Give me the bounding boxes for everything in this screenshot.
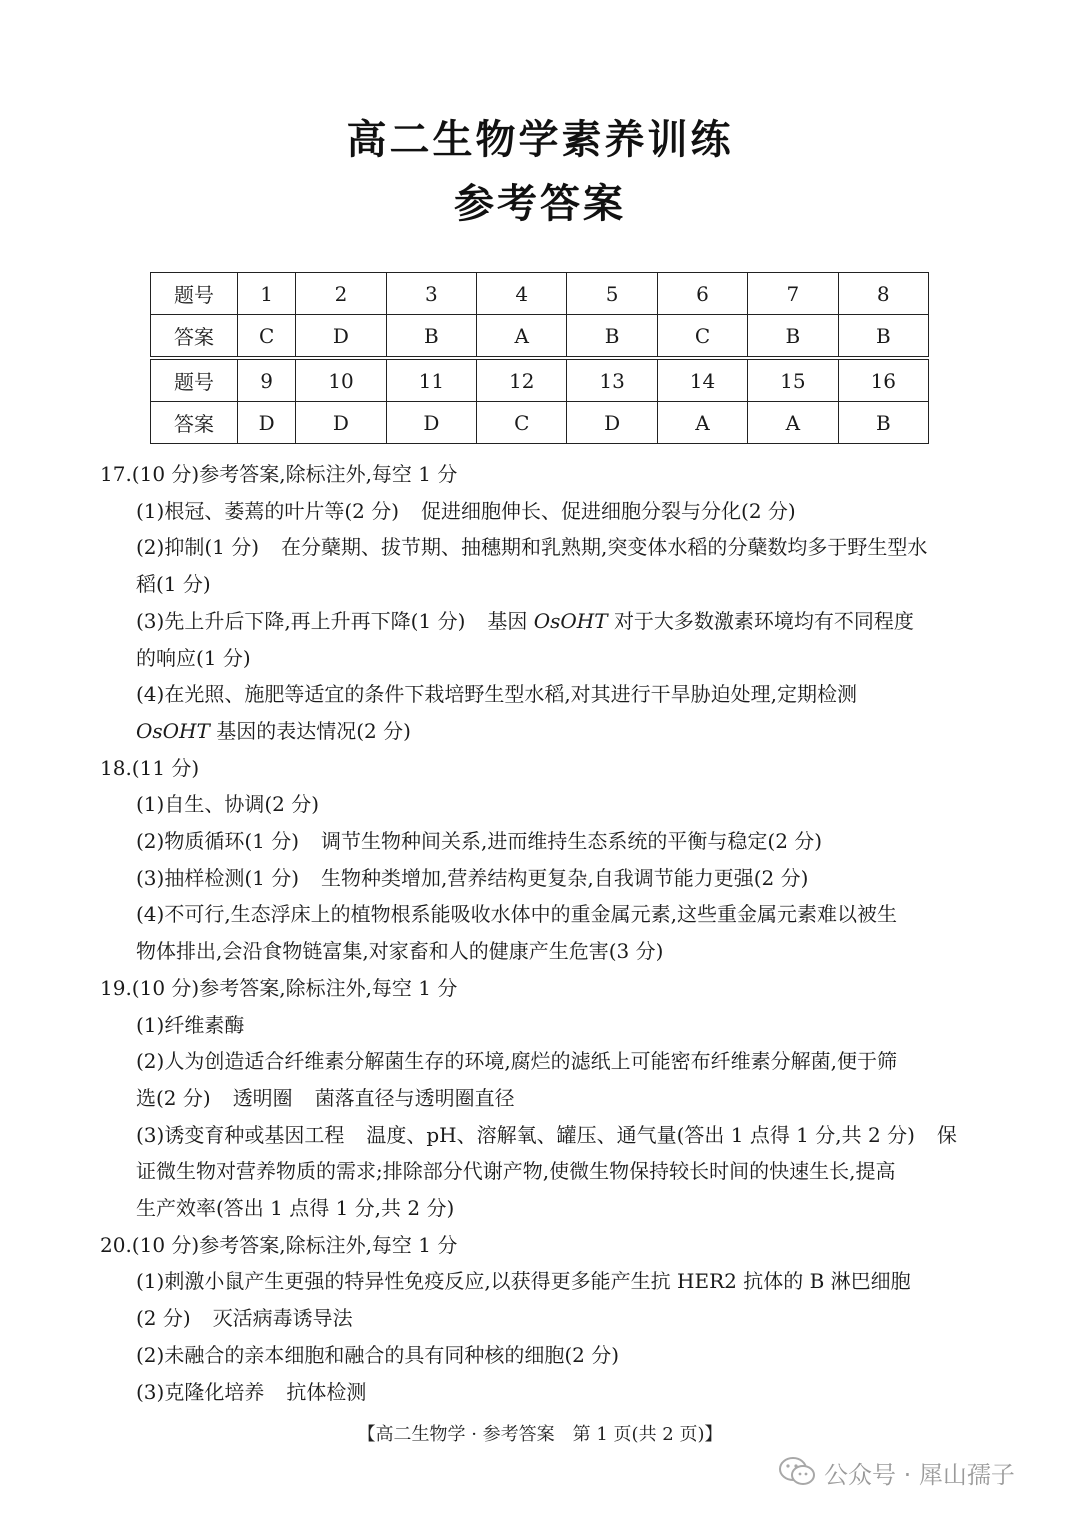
q18-part4-cont: 物体排出,会沿食物链富集,对家畜和人的健康产生危害(3 分) — [136, 939, 664, 964]
table-cell: D — [296, 315, 386, 357]
table-cell: A — [477, 315, 567, 357]
q18-heading: 18.(11 分) — [100, 755, 200, 780]
table-cell: D — [567, 402, 657, 444]
table-cell: A — [657, 402, 747, 444]
q17-part3-cont: 的响应(1 分) — [136, 645, 251, 670]
q19-part2: (2)人为创造适合纤维素分解菌生存的环境,腐烂的滤纸上可能密布纤维素分解菌,便于筛 — [136, 1049, 898, 1074]
table-cell: B — [567, 315, 657, 357]
table-cell: 12 — [477, 360, 567, 402]
table-cell: 15 — [748, 360, 838, 402]
table-cell: D — [238, 402, 296, 444]
table-cell: 11 — [386, 360, 476, 402]
table-cell: B — [838, 315, 928, 357]
table-cell: 4 — [477, 273, 567, 315]
table-cell: A — [748, 402, 838, 444]
table-cell: D — [296, 402, 386, 444]
table-cell: 14 — [657, 360, 747, 402]
table-cell: 16 — [838, 360, 928, 402]
q18-part1: (1)自生、协调(2 分) — [136, 792, 320, 817]
watermark — [778, 1452, 1015, 1492]
table-row-label: 题号 — [151, 273, 238, 315]
q20-part1: (1)刺激小鼠产生更强的特异性免疫反应,以获得更多能产生抗 HER2 抗体的 B 淋巴细胞 — [136, 1269, 911, 1294]
page-subtitle: 参考答案 — [454, 181, 626, 227]
q17-part4-cont: OsOHT 基因的表达情况(2 分) — [136, 718, 411, 743]
table-cell: 3 — [386, 273, 476, 315]
table-cell: C — [657, 315, 747, 357]
table-cell: 7 — [748, 273, 838, 315]
table-cell: 8 — [838, 273, 928, 315]
table-cell: 2 — [296, 273, 386, 315]
table-row-answers-1 — [151, 315, 929, 357]
table-cell: C — [238, 315, 296, 357]
table-row-label: 题号 — [151, 360, 238, 402]
table-row-label: 答案 — [151, 402, 238, 444]
q19-part3-cont2: 生产效率(答出 1 点得 1 分,共 2 分) — [136, 1196, 455, 1221]
q17-part4: (4)在光照、施肥等适宜的条件下栽培野生型水稻,对其进行干旱胁迫处理,定期检测 — [136, 682, 858, 707]
q18-part3: (3)抽样检测(1 分) 生物种类增加,营养结构更复杂,自我调节能力更强(2 分) — [136, 865, 809, 890]
q20-heading: 20.(10 分)参考答案,除标注外,每空 1 分 — [100, 1232, 458, 1257]
table-cell: 5 — [567, 273, 657, 315]
table-cell: B — [748, 315, 838, 357]
q18-part4: (4)不可行,生态浮床上的植物根系能吸收水体中的重金属元素,这些重金属元素难以被生 — [136, 902, 898, 927]
table-cell: C — [477, 402, 567, 444]
table-cell: B — [838, 402, 928, 444]
answer-content — [100, 456, 980, 1410]
q17-part2-cont: 稻(1 分) — [136, 572, 211, 597]
table-row-numbers-1 — [151, 273, 929, 315]
q19-part3: (3)诱变育种或基因工程 温度、pH、溶解氧、罐压、通气量(答出 1 点得 1 分,共 2 分) 保 — [136, 1122, 957, 1147]
table-cell: 6 — [657, 273, 747, 315]
q18-part2: (2)物质循环(1 分) 调节生物种间关系,进而维持生态系统的平衡与稳定(2 分) — [136, 829, 823, 854]
table-cell: B — [386, 315, 476, 357]
q19-part3-cont: 证微生物对营养物质的需求;排除部分代谢产物,使微生物保持较长时间的快速生长,提高 — [136, 1159, 896, 1184]
table-row-numbers-2 — [151, 360, 929, 402]
page-title: 高二生物学素养训练 — [346, 117, 734, 163]
table-cell: 9 — [238, 360, 296, 402]
table-cell: 1 — [238, 273, 296, 315]
answer-table — [150, 272, 929, 444]
q17-part2: (2)抑制(1 分) 在分蘖期、拔节期、抽穗期和乳熟期,突变体水稻的分蘖数均多于野生型水 — [136, 535, 928, 560]
q20-part2: (2)未融合的亲本细胞和融合的具有同种核的细胞(2 分) — [136, 1342, 620, 1367]
table-cell: 10 — [296, 360, 386, 402]
page-footer: 【高二生物学 · 参考答案 第 1 页(共 2 页)】 — [357, 1424, 723, 1445]
q19-part1: (1)纤维素酶 — [136, 1012, 245, 1037]
q19-heading: 19.(10 分)参考答案,除标注外,每空 1 分 — [100, 975, 458, 1000]
q17-part3: (3)先上升后下降,再上升再下降(1 分) 基因 OsOHT 对于大多数激素环境均有不同程度 — [136, 608, 914, 633]
table-row-label: 答案 — [151, 315, 238, 357]
q17-heading: 17.(10 分)参考答案,除标注外,每空 1 分 — [100, 462, 458, 486]
q20-part3: (3)克隆化培养 抗体检测 — [136, 1379, 367, 1404]
q17-part1: (1)根冠、萎蔫的叶片等(2 分) 促进细胞伸长、促进细胞分裂与分化(2 分) — [136, 498, 796, 523]
watermark-text: 公众号 · 犀山孺子 — [824, 1460, 1015, 1489]
table-row-answers-2 — [151, 402, 929, 444]
q19-part2-cont: 选(2 分) 透明圈 菌落直径与透明圈直径 — [136, 1085, 515, 1110]
table-cell: D — [386, 402, 476, 444]
wechat-icon — [778, 1456, 816, 1488]
q20-part1-cont: (2 分) 灭活病毒诱导法 — [136, 1306, 353, 1331]
table-cell: 13 — [567, 360, 657, 402]
